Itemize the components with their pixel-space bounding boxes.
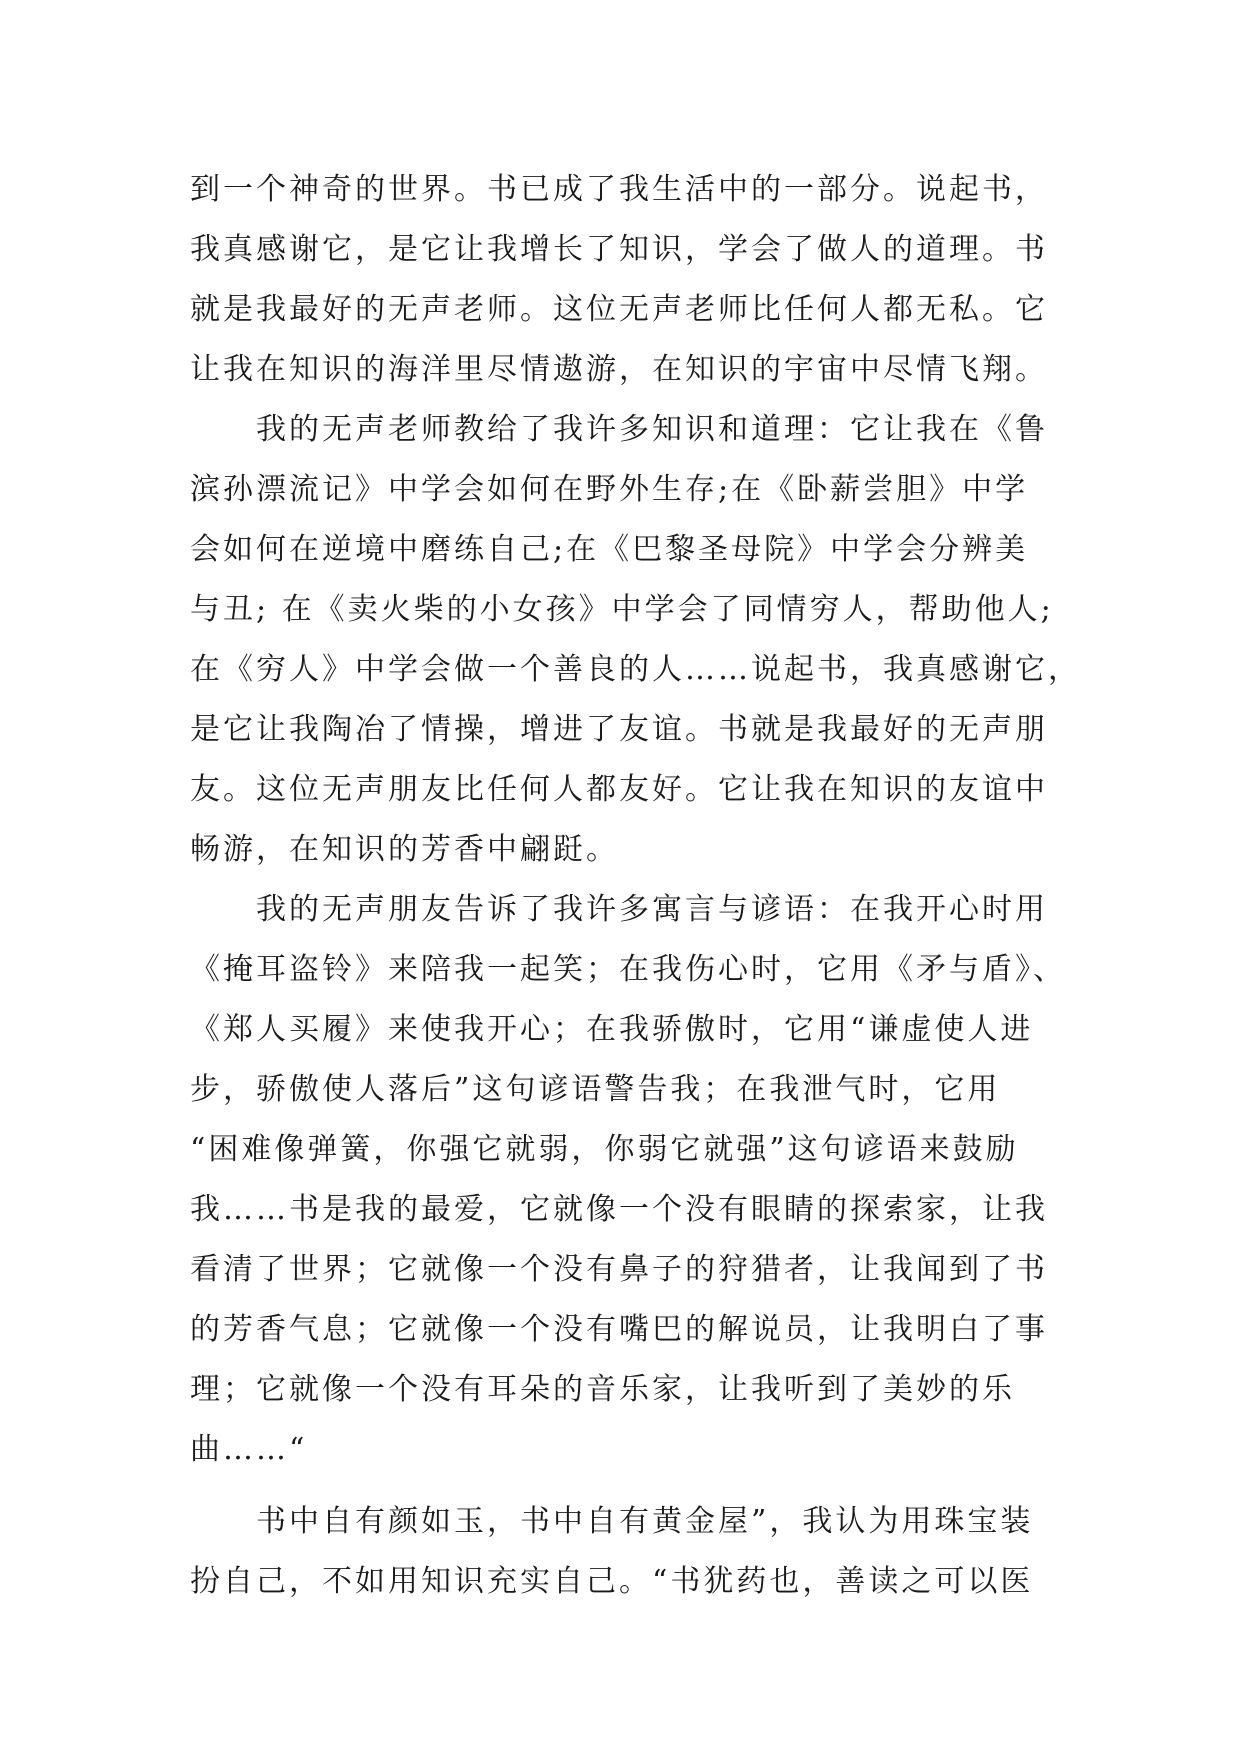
text-line: 与丑; 在《卖火柴的小女孩》中学会了同情穷人，帮助他人; bbox=[190, 592, 1054, 627]
text-line: 我……书是我的最爱，它就像一个没有眼睛的探索家，让我 bbox=[190, 1192, 1048, 1227]
text-line: 畅游，在知识的芳香中翩跹。 bbox=[190, 832, 619, 867]
text-line: 会如何在逆境中磨练自己;在《巴黎圣母院》中学会分辨美 bbox=[190, 532, 1029, 567]
text-line: 就是我最好的无声老师。这位无声老师比任何人都无私。它 bbox=[190, 292, 1048, 327]
text-line: 看清了世界；它就像一个没有鼻子的狩猎者，让我闻到了书 bbox=[190, 1252, 1048, 1287]
paragraph-start-line: 书中自有颜如玉，书中自有黄金屋”，我认为用珠宝装 bbox=[256, 1504, 1034, 1539]
text-line: 理；它就像一个没有耳朵的音乐家，让我听到了美妙的乐 bbox=[190, 1372, 1015, 1407]
text-line: 让我在知识的海洋里尽情遨游，在知识的宇宙中尽情飞翔。 bbox=[190, 352, 1048, 387]
text-line: 《郑人买履》来使我开心；在我骄傲时，它用“谦虚使人进 bbox=[190, 1012, 1034, 1047]
paragraph-start-line: 我的无声老师教给了我许多知识和道理：它让我在《鲁 bbox=[256, 412, 1048, 447]
text-line: 我真感谢它，是它让我增长了知识，学会了做人的道理。书 bbox=[190, 232, 1048, 267]
text-line: 的芳香气息；它就像一个没有嘴巴的解说员，让我明白了事 bbox=[190, 1312, 1048, 1347]
text-line: 步，骄傲使人落后”这句谚语警告我；在我泄气时，它用 bbox=[190, 1072, 1001, 1107]
text-line: 到一个神奇的世界。书已成了我生活中的一部分。说起书， bbox=[190, 172, 1048, 207]
text-line: 滨孙漂流记》中学会如何在野外生存;在《卧薪尝胆》中学 bbox=[190, 472, 1029, 507]
text-line: 在《穷人》中学会做一个善良的人……说起书，我真感谢它， bbox=[190, 652, 1081, 687]
text-line: 《掩耳盗铃》来陪我一起笑；在我伤心时，它用《矛与盾》、 bbox=[190, 952, 1066, 987]
text-line: 是它让我陶冶了情操，增进了友谊。书就是我最好的无声朋 bbox=[190, 712, 1048, 747]
text-line: 友。这位无声朋友比任何人都友好。它让我在知识的友谊中 bbox=[190, 772, 1048, 807]
paragraph-start-line: 我的无声朋友告诉了我许多寓言与谚语：在我开心时用 bbox=[256, 892, 1048, 927]
text-line: 扮自己，不如用知识充实自己。“书犹药也，善读之可以医 bbox=[190, 1564, 1034, 1599]
text-line: 曲……“ bbox=[190, 1432, 308, 1467]
text-line: “困难像弹簧，你强它就弱，你弱它就强”这句谚语来鼓励 bbox=[190, 1132, 1019, 1167]
body-text bbox=[190, 160, 1080, 1612]
